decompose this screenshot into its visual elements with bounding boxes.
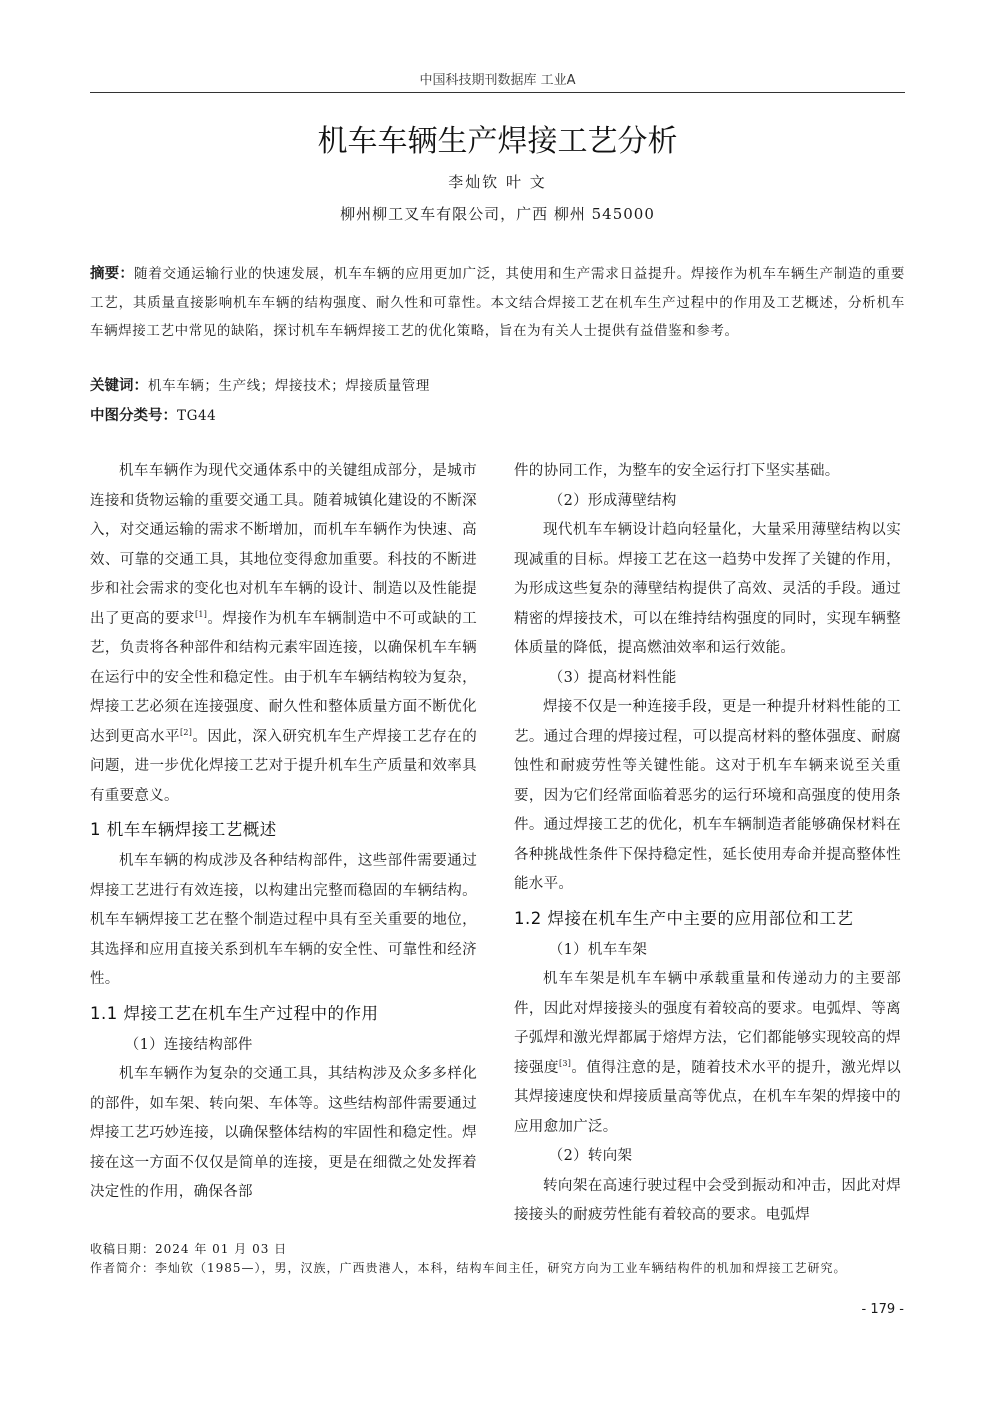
affiliation: 柳州柳工叉车有限公司，广西 柳州 545000 (340, 205, 655, 223)
keywords-text: 机车车辆；生产线；焊接技术；焊接质量管理 (148, 378, 430, 394)
keywords-line (90, 374, 905, 398)
left-column (90, 457, 477, 1208)
subheading-thin-wall: （2）形成薄壁结构 (548, 492, 677, 509)
citation-2: [2] (179, 727, 193, 737)
page-number: - 179 - (861, 1302, 904, 1317)
authors: 李灿钦 叶 文 (448, 173, 547, 191)
section-heading-1-2: 1.2 焊接在机车生产中主要的应用部位和工艺 (514, 908, 854, 928)
paper-title: 机车车辆生产焊接工艺分析 (317, 124, 678, 159)
received-date: 收稿日期：2024 年 01 月 03 日 (90, 1242, 288, 1256)
citation-3: [3] (558, 1058, 572, 1068)
material-paragraph: 焊接不仅是一种连接手段，更是一种提升材料性能的工艺。通过合理的焊接过程，可以提高材料的整体强度、耐腐蚀性和耐疲劳性等关键性能。这对于机车车辆来说至关重要，因为它们经常面临着恶劣的运行环境和高强度的使用条件。通过焊接工艺的优化，机车车辆制造者能够确保材料在各种挑战性条件下保持稳定性，延长使用寿命并提高整体性能水平。 (514, 699, 901, 892)
continued-paragraph: 件的协同工作，为整车的安全运行打下坚实基础。 (514, 463, 840, 479)
subheading-connect-parts: （1）连接结构部件 (124, 1036, 253, 1053)
clc-text: TG44 (177, 408, 217, 424)
frame-paragraph (514, 965, 901, 1142)
right-column (514, 457, 901, 1231)
subheading-bogie: （2）转向架 (548, 1148, 633, 1164)
frame-text-a: 机车车架是机车车辆中承载重量和传递动力的主要部件，因此对焊接接头的强度有着较高的要求。电弧焊、等离子弧焊和激光焊都属于熔焊方法，它们都能够实现较高的焊接强度 (514, 971, 901, 1076)
section-heading-1: 1 机车车辆焊接工艺概述 (90, 820, 277, 839)
intro-paragraph (90, 457, 477, 811)
abstract-label: 摘要： (90, 266, 135, 282)
clc-line (90, 404, 905, 428)
thin-wall-paragraph: 现代机车车辆设计趋向轻量化，大量采用薄壁结构以实现减重的目标。焊接工艺在这一趋势中发挥了关键的作用，为形成这些复杂的薄壁结构提供了高效、灵活的手段。通过精密的焊接技术，可以在维持结构强度的同时，实现车辆整体质量的降低，提高燃油效率和运行效能。 (514, 522, 901, 656)
citation-1: [1] (194, 609, 208, 619)
frame-text-b: 。值得注意的是，随着技术水平的提升，激光焊以其焊接速度快和焊接质量高等优点，在机车车架的焊接中的应用愈加广泛。 (514, 1059, 901, 1135)
subheading-frame: （1）机车车架 (548, 941, 648, 958)
subheading-material: （3）提高材料性能 (548, 669, 677, 686)
section-1-paragraph: 机车车辆的构成涉及各种结构部件，这些部件需要通过焊接工艺进行有效连接，以构建出完整而稳固的车辆结构。机车车辆焊接工艺在整个制造过程中具有至关重要的地位，其选择和应用直接关系到机车车辆的安全性、可靠性和经济性。 (90, 853, 477, 987)
keywords-label: 关键词： (90, 378, 148, 394)
abstract-text: 随着交通运输行业的快速发展，机车车辆的应用更加广泛，其使用和生产需求日益提升。焊接作为机车车辆生产制造的重要工艺，其质量直接影响机车车辆的结构强度、耐久性和可靠性。本文结合焊接工艺在机车生产过程中的作用及工艺概述，分析机车车辆焊接工艺中常见的缺陷，探讨机车车辆焊接工艺的优化策略，旨在为有关人士提供有益借鉴和参考。 (90, 266, 905, 339)
section-heading-1-1: 1.1 焊接工艺在机车生产过程中的作用 (90, 1003, 379, 1023)
abstract (90, 260, 905, 346)
journal-header: 中国科技期刊数据库 工业A (90, 70, 905, 93)
intro-text-b: 。焊接作为机车车辆制造中不可或缺的工艺，负责将各种部件和结构元素牢固连接，以确保机车车辆在运行中的安全性和稳定性。由于机车车辆结构较为复杂，焊接工艺必须在连接强度、耐久性和整体质量方面不断优化达到更高水平 (90, 610, 477, 745)
author-bio: 作者简介：李灿钦（1985—），男，汉族，广西贵港人，本科，结构车间主任，研究方向为工业车辆结构件的机加和焊接工艺研究。 (90, 1261, 847, 1275)
intro-text-c: 。因此，深入研究机车生产焊接工艺存在的问题，进一步优化焊接工艺对于提升机车生产质量和效率具有重要意义。 (90, 728, 477, 804)
clc-label: 中图分类号： (90, 408, 177, 424)
bogie-paragraph: 转向架在高速行驶过程中会受到振动和冲击，因此对焊接接头的耐疲劳性能有着较高的要求。电弧焊 (514, 1177, 901, 1223)
intro-text-a: 机车车辆作为现代交通体系中的关键组成部分，是城市连接和货物运输的重要交通工具。随着城镇化建设的不断深入，对交通运输的需求不断增加，而机车车辆作为快速、高效、可靠的交通工具，其地位变得愈加重要。科技的不断进步和社会需求的变化也对机车车辆的设计、制造以及性能提出了更高的要求 (90, 463, 477, 627)
connect-parts-paragraph: 机车车辆作为复杂的交通工具，其结构涉及众多多样化的部件，如车架、转向架、车体等。这些结构部件需要通过焊接工艺巧妙连接，以确保整体结构的牢固性和稳定性。焊接在这一方面不仅仅是简单的连接，更是在细微之处发挥着决定性的作用，确保各部 (90, 1066, 477, 1200)
footnotes (90, 1240, 905, 1278)
